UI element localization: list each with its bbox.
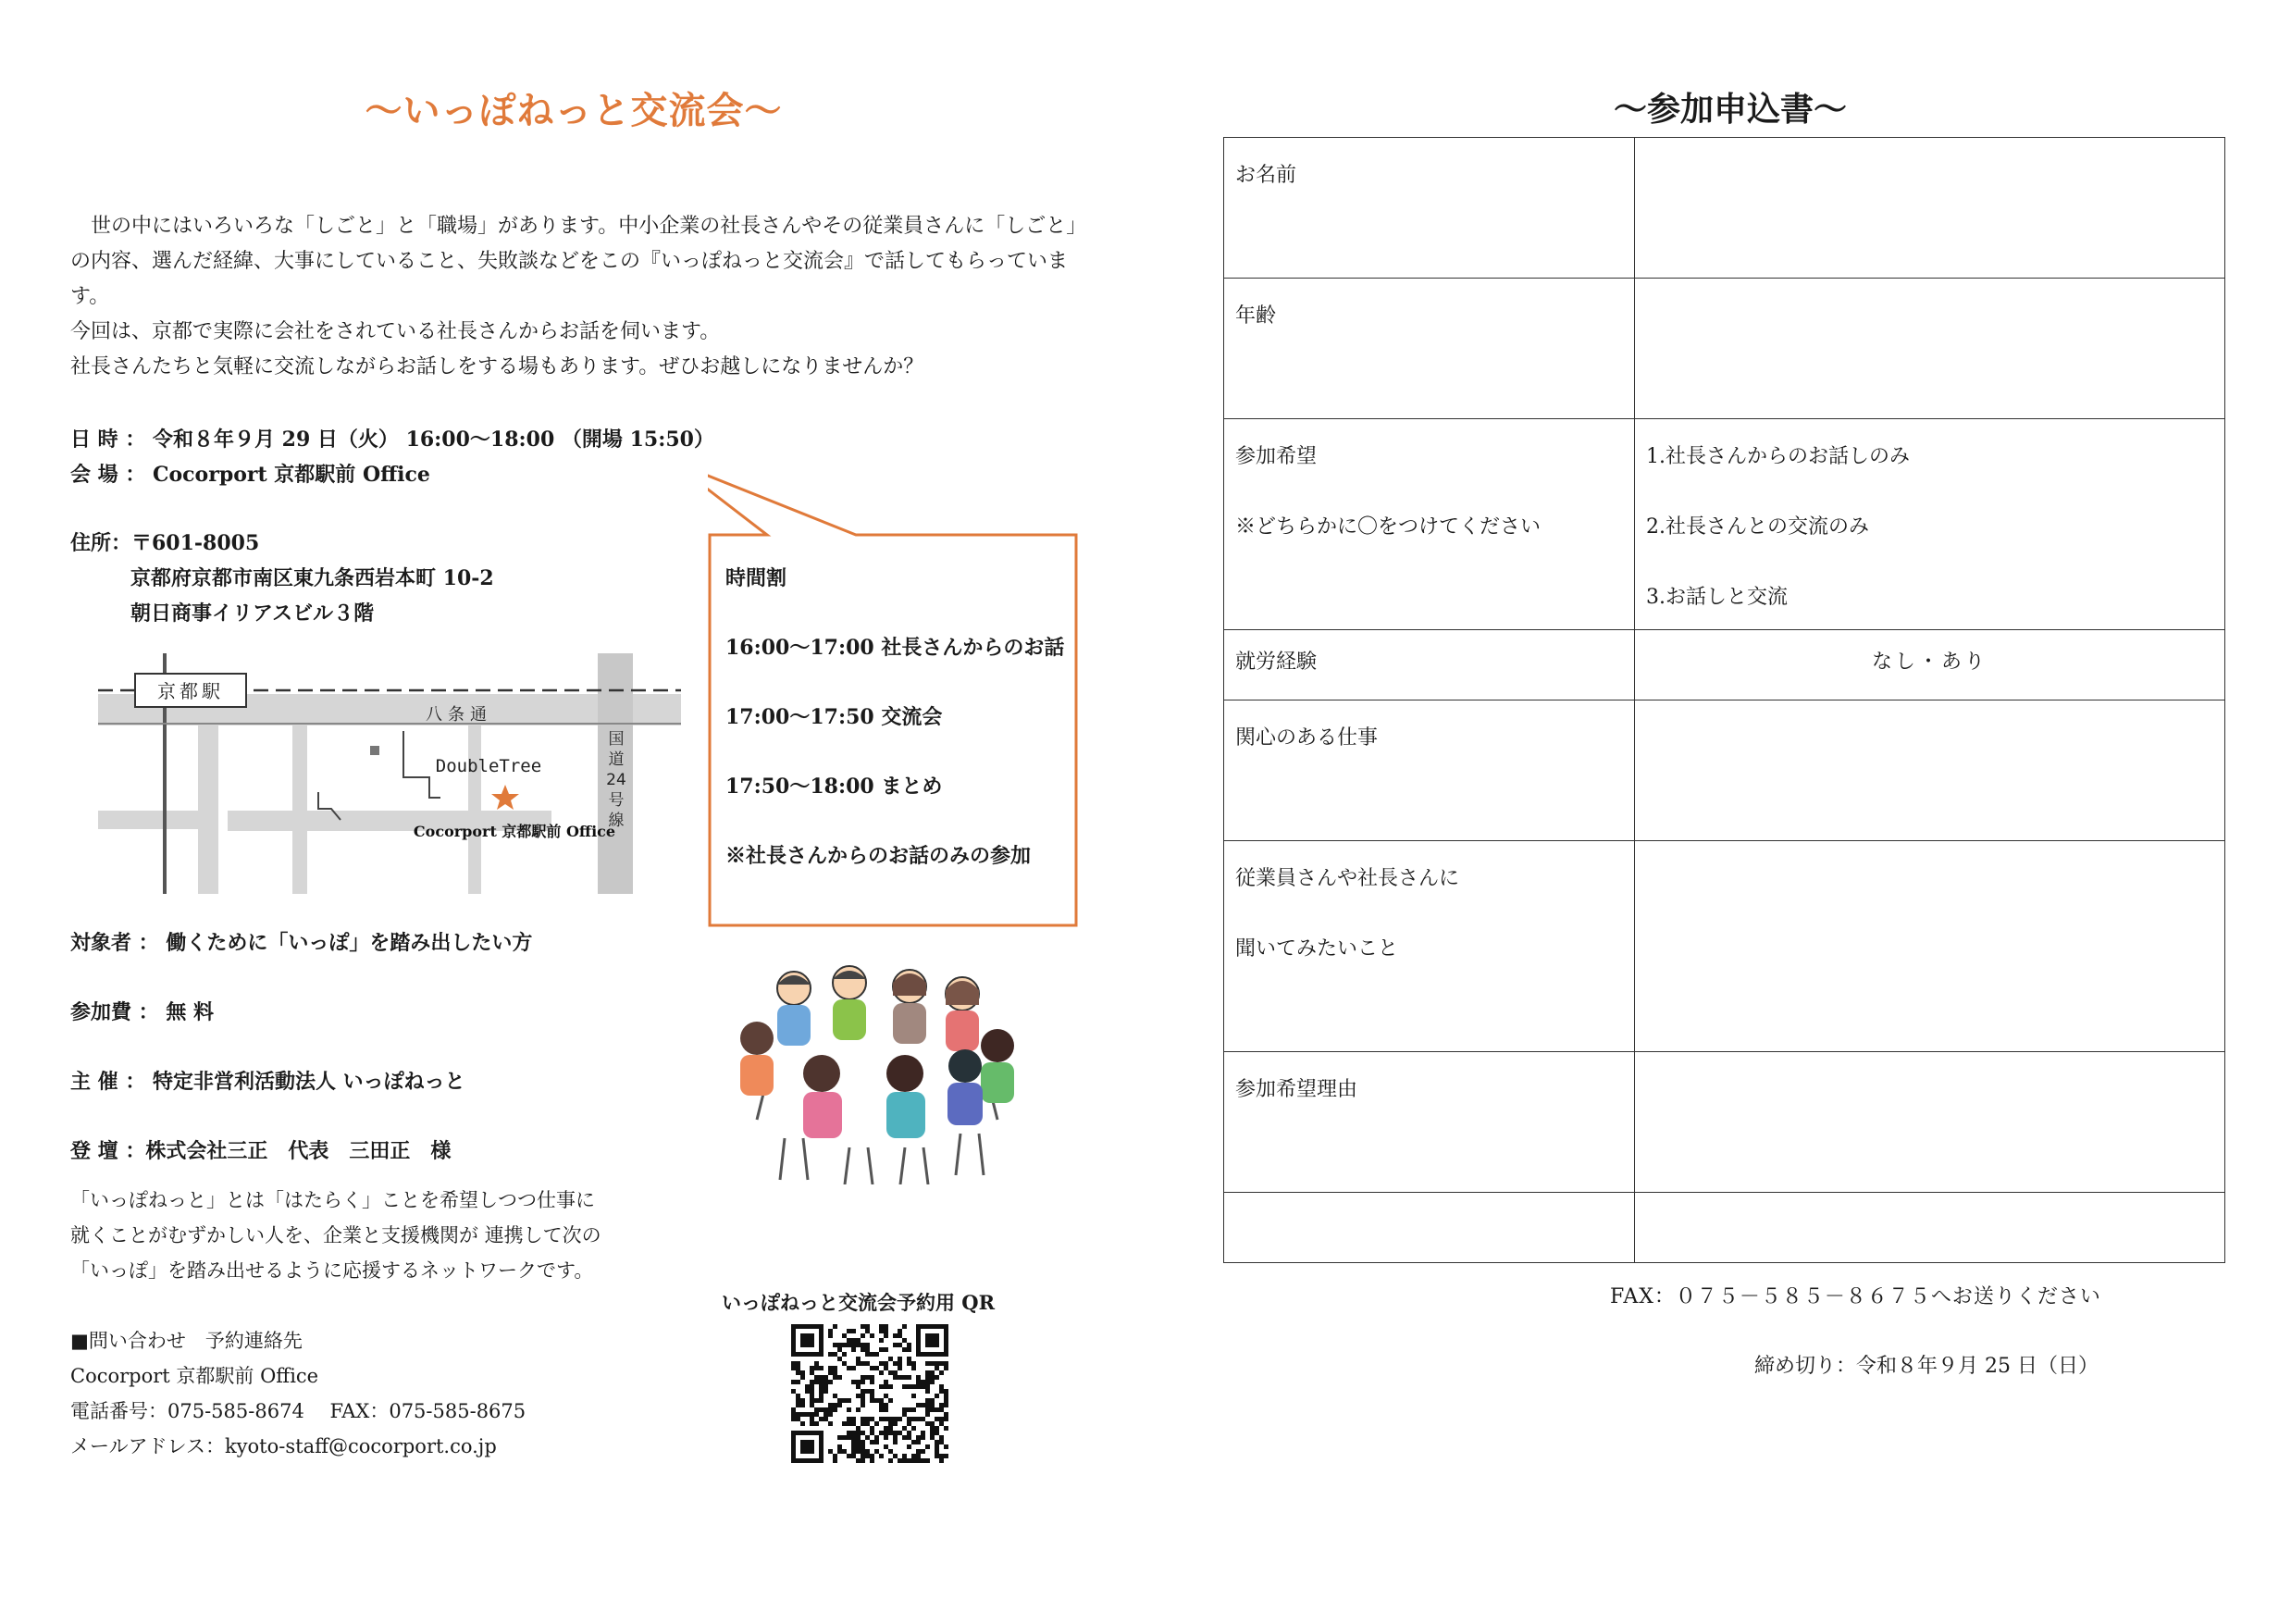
schedule-item: 17:50～18:00 まとめ xyxy=(725,775,943,799)
description-line: 「いっぽ」を踏み出せるように応援するネットワークです。 xyxy=(70,1259,594,1282)
map-station-label: 京都駅 xyxy=(157,680,224,702)
target-audience: 対象者 ： 働くために「いっぽ」を踏み出したい方 xyxy=(70,931,533,955)
access-map xyxy=(98,653,681,894)
form-label xyxy=(1224,419,1635,630)
form-label-note: ※どちらかに〇をつけてください xyxy=(1235,515,1542,539)
organizer: 主 催 ： 特定非営利活動法人 いっぽねっと xyxy=(70,1070,465,1094)
application-form xyxy=(1223,137,2225,1263)
intro-line: 今回は、京都で実際に会社をされている社長さんからお話を伺います。 xyxy=(70,320,721,343)
form-row-name xyxy=(1224,138,2225,279)
contact-email[interactable]: メールアドレス：kyoto-staff@cocorport.co.jp xyxy=(70,1435,497,1457)
address-line-2: 朝日商事イリアスビル３階 xyxy=(130,601,375,626)
group-discussion-icon xyxy=(729,962,1025,1184)
description-line: 「いっぽねっと」とは「はたらく」ことを希望しつつ仕事に xyxy=(70,1189,595,1211)
extra-label-field[interactable] xyxy=(1224,1193,1635,1263)
speaker: 登 壇 ：株式会社三正 代表 三田正 様 xyxy=(70,1139,452,1163)
form-row-questions xyxy=(1224,841,2225,1052)
form-row-work-experience xyxy=(1224,630,2225,700)
intro-line: の内容、選んだ経緯、大事にしていること、失敗談などをこの『いっぽねっと交流会』で話してもらっていま xyxy=(70,250,1069,273)
contact-office: Cocorport 京都駅前 Office xyxy=(70,1365,319,1387)
form-row-participation xyxy=(1224,419,2225,630)
network-description xyxy=(70,1183,601,1288)
application-deadline: 締め切り：令和８年９月 25 日（日） xyxy=(1754,1355,2099,1378)
map-hotel-label: DoubleTree xyxy=(435,756,542,776)
fax-instruction: FAX：０７５－５８５－８６７５へお送りください xyxy=(1610,1285,2101,1308)
participation-fee: 参加費 ： 無 料 xyxy=(70,1000,214,1024)
participation-option[interactable]: 3.お話しと交流 xyxy=(1646,586,1788,609)
application-form-title: ～参加申込書～ xyxy=(1613,90,1847,129)
form-label xyxy=(1224,279,1635,419)
questions-field[interactable] xyxy=(1635,841,2225,1052)
form-label xyxy=(1224,841,1635,1052)
form-label xyxy=(1224,700,1635,841)
form-label xyxy=(1224,1052,1635,1193)
map-office-label: Cocorport 京都駅前 Office xyxy=(413,823,616,840)
intro-line: 世の中にはいろいろな「しごと」と「職場」があります。中小企業の社長さんやその従業員さんに「しごと」 xyxy=(70,215,1087,238)
form-row-extra xyxy=(1224,1193,2225,1263)
reason-field[interactable] xyxy=(1635,1052,2225,1193)
participation-option[interactable]: 2.社長さんとの交流のみ xyxy=(1646,515,1869,539)
form-label-text: 就労経験 xyxy=(1235,651,1318,674)
form-label-text: 聞いてみたいこと xyxy=(1235,937,1399,961)
form-label-text: 年齢 xyxy=(1235,304,1277,328)
age-field[interactable] xyxy=(1635,279,2225,419)
schedule-item: 16:00～17:00 社長さんからのお話 xyxy=(725,636,1065,660)
schedule-heading: 時間割 xyxy=(725,566,787,590)
form-label-text: 参加希望 xyxy=(1235,445,1318,468)
qr-label: いっぽねっと交流会予約用 QR xyxy=(722,1291,996,1314)
participation-option[interactable]: 1.社長さんからのお話しのみ xyxy=(1646,445,1910,468)
interest-field[interactable] xyxy=(1635,700,2225,841)
form-row-interest xyxy=(1224,700,2225,841)
work-experience-choice[interactable] xyxy=(1635,630,2225,700)
map-route-char: 国 xyxy=(608,730,625,749)
address-line-1: 京都府京都市南区東九条西岩本町 10-2 xyxy=(130,566,494,590)
map-street-label: 八条通 xyxy=(426,705,492,725)
intro-line: 社長さんたちと気軽に交流しながらお話しをする場もあります。ぜひお越しになりませんか？ xyxy=(70,355,924,378)
event-venue: 会 場 ： Cocorport 京都駅前 Office xyxy=(70,463,430,487)
map-route-char: 線 xyxy=(608,812,625,830)
schedule-item: 17:00～17:50 交流会 xyxy=(725,705,943,729)
form-row-reason xyxy=(1224,1052,2225,1193)
contact-phone-fax: 電話番号：075-585-8674 FAX：075-585-8675 xyxy=(70,1400,526,1422)
form-label-text: お名前 xyxy=(1235,164,1297,187)
form-row-age xyxy=(1224,279,2225,419)
address-label: 住所：〒601-8005 xyxy=(70,531,260,555)
qr-code-icon[interactable] xyxy=(791,1323,948,1464)
map-route-char: 号 xyxy=(608,791,625,810)
intro-line: す。 xyxy=(70,285,110,308)
work-experience-options[interactable]: なし・あり xyxy=(1871,651,1988,674)
event-datetime: 日 時 ： 令和８年９月 29 日（火） 16:00～18:00 （開場 15:50） xyxy=(70,428,714,452)
schedule-note: ※社長さんからのお話のみの参加 xyxy=(725,844,1032,868)
form-label-text: 従業員さんや社長さんに xyxy=(1235,867,1460,890)
map-route-char: 道 xyxy=(608,750,625,769)
extra-value-field[interactable] xyxy=(1635,1193,2225,1263)
name-field[interactable] xyxy=(1635,138,2225,279)
event-title: ～いっぽねっと交流会～ xyxy=(365,89,783,132)
map-route-label xyxy=(606,730,626,830)
form-label-text: 参加希望理由 xyxy=(1235,1078,1358,1101)
form-label-text: 関心のある仕事 xyxy=(1235,726,1379,750)
form-label xyxy=(1224,630,1635,700)
map-route-char: 24 xyxy=(606,771,626,789)
form-label xyxy=(1224,138,1635,279)
description-line: 就くことがむずかしい人を、企業と支援機関が 連携して次の xyxy=(70,1224,601,1246)
intro-text xyxy=(70,209,1088,385)
participation-options[interactable] xyxy=(1635,419,2225,630)
contact-heading: ■問い合わせ 予約連絡先 xyxy=(70,1330,303,1352)
contact-info xyxy=(70,1323,526,1464)
